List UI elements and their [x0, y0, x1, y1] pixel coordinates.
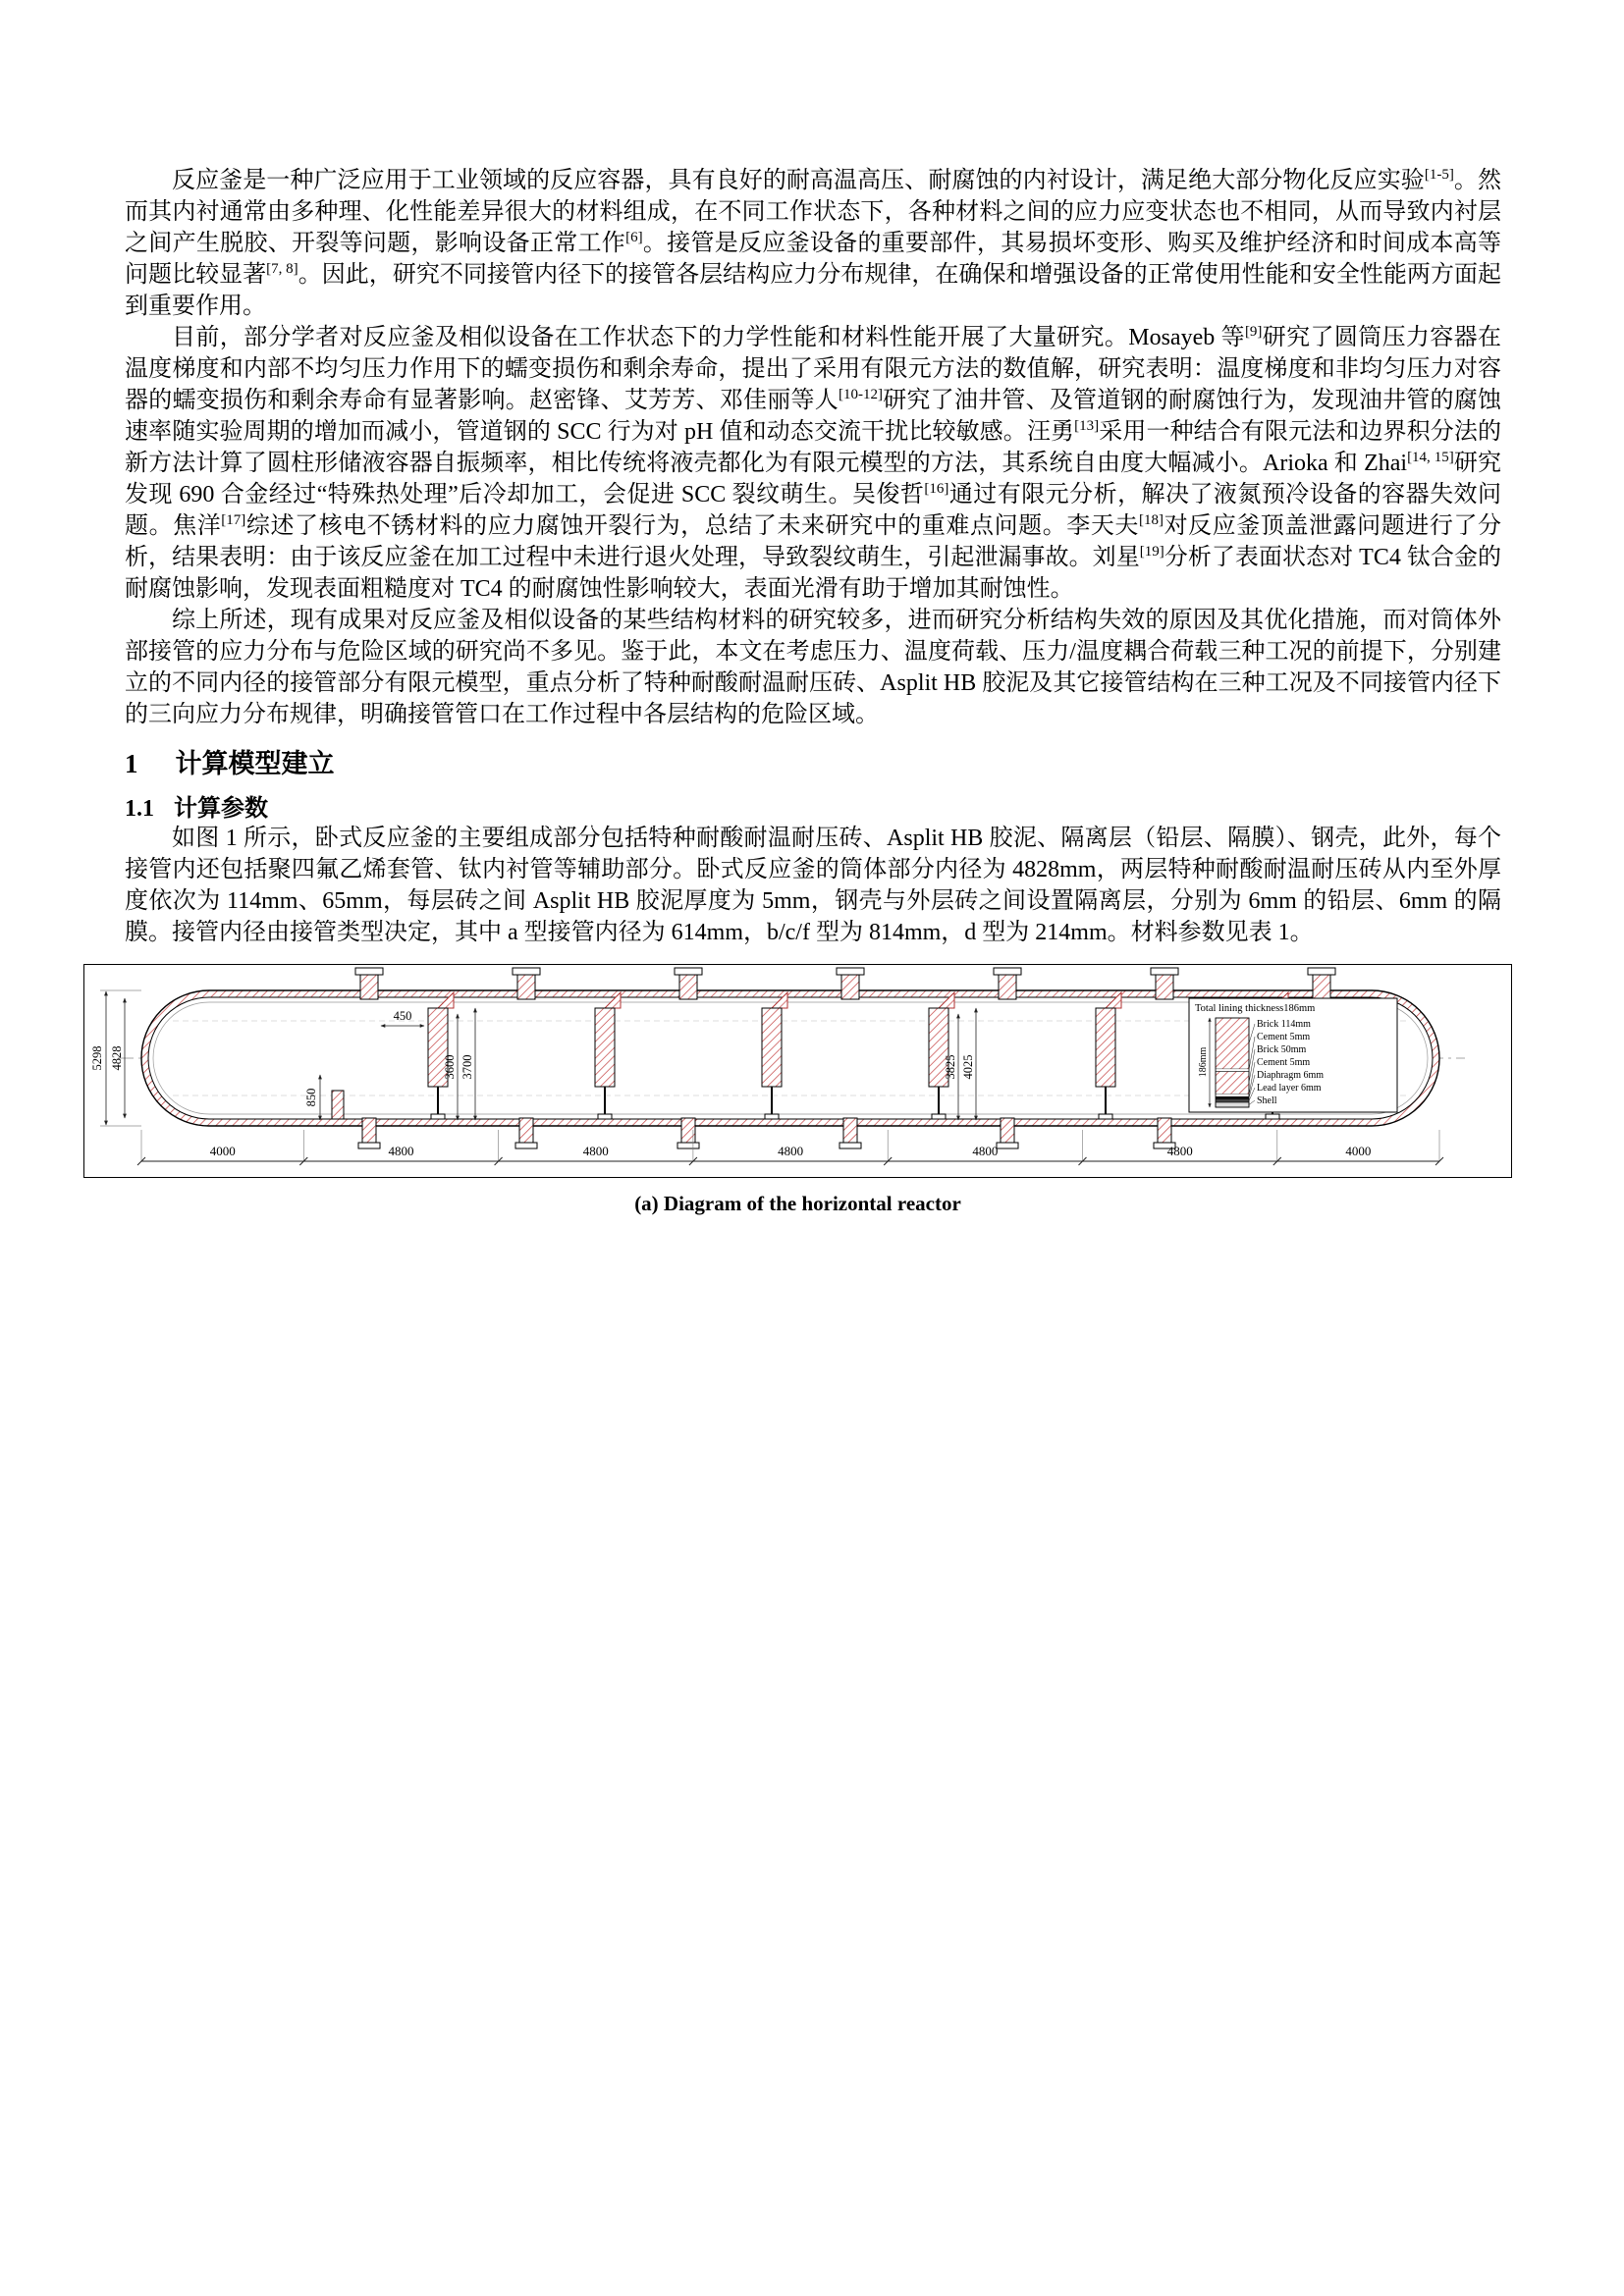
reactor-diagram-frame [83, 964, 1512, 1178]
paragraph-intro: 反应釜是一种广泛应用于工业领域的反应容器，具有良好的耐高温高压、耐腐蚀的内衬设计，满足绝大部分物化反应实验[1-5]。然而其内衬通常由多种理、化性能差异很大的材料组成，在不同工作状态下，各种材料之间的应力应变状态也不相同，从而导致内衬层之间产生脱胶、开裂等问题，影响设备正常工作[6]。接管是反应釜设备的重要部件，其易损坏变形、购买及维护经济和时间成本高等问题比较显著[7, 8]。因此，研究不同接管内径下的接管各层结构应力分布规律，在确保和增强设备的正常使用性能和安全性能两方面起到重要作用。 [125, 167, 1502, 319]
legend-item-diaphragm: Diaphragm 6mm [1257, 1070, 1325, 1081]
section-1-1-title: 计算参数 [174, 795, 268, 822]
section-1-title: 计算模型建立 [175, 749, 335, 778]
bottom-dim-label: 4800 [778, 1144, 804, 1158]
section-heading-1 [125, 742, 1501, 780]
bottom-dim-label: 4800 [972, 1144, 999, 1158]
lining-cross-section [1216, 1018, 1249, 1107]
figure-1a [83, 964, 1512, 1216]
lining-legend [1189, 998, 1397, 1112]
paragraph-summary: 综上所述，现有成果对反应釜及相似设备的某些结构材料的研究较多，进而研究分析结构失效的原因及其优化措施，而对筒体外部接管的应力分布与危险区域的研究尚不多见。鉴于此，本文在考虑压力、温度荷载、压力/温度耦合荷载三种工况的前提下，分别建立的不同内径的接管部分有限元模型，重点分析了特种耐酸耐温耐压砖、Asplit HB 胶泥及其它接管结构在三种工况及不同接管内径下的三向应力分布规律，明确接管管口在工作过程中各层结构的危险区域。 [125, 608, 1501, 727]
dim-label-3600: 3600 [443, 1054, 457, 1080]
dim-label-850: 850 [304, 1088, 318, 1107]
legend-item-cement-5b: Cement 5mm [1257, 1057, 1311, 1068]
legend-item-lead-layer: Lead layer 6mm [1257, 1083, 1322, 1094]
legend-dim-186mm: 186mm [1198, 1046, 1209, 1078]
dim-label-4828: 4828 [110, 1045, 124, 1071]
legend-item-cement-5a: Cement 5mm [1257, 1032, 1311, 1042]
dim-label-450: 450 [393, 1009, 412, 1023]
bottom-dim-label: 4000 [209, 1144, 236, 1158]
dim-label-3700: 3700 [460, 1054, 474, 1080]
bottom-dim-label: 4000 [1345, 1144, 1372, 1158]
paragraph-parameters: 如图 1 所示，卧式反应釜的主要组成部分包括特种耐酸耐温耐压砖、Asplit HB 胶泥、隔离层（铅层、隔膜）、钢壳，此外，每个接管内还包括聚四氟乙烯套管、钛内衬管等辅助部分。卧式反应釜的筒体部分内径为 4828mm，两层特种耐酸耐温耐压砖从内至外厚度依次为 114mm、65mm，每层砖之间 Asplit HB 胶泥厚度为 5mm，钢壳与外层砖之间设置隔离层，分别为 6mm 的铅层、6mm 的隔膜。接管内径由接管类型决定，其中 a 型接管内径为 614mm，b/c/f 型为 814mm，d 型为 214mm。材料参数见表 1。 [125, 826, 1501, 945]
reactor-diagram [84, 965, 1511, 1177]
legend-item-shell: Shell [1257, 1095, 1277, 1106]
dim-label-4025: 4025 [961, 1054, 975, 1080]
page-content [90, 165, 1502, 1216]
legend-item-brick-114: Brick 114mm [1257, 1019, 1311, 1030]
section-1-number: 1 [125, 749, 138, 778]
bottom-dim-label: 4800 [388, 1144, 414, 1158]
section-1-1-number: 1.1 [125, 796, 154, 822]
figure-caption: (a) Diagram of the horizontal reactor [634, 1192, 961, 1215]
section-heading-1-1 [125, 788, 1501, 823]
legend-title: Total lining thickness186mm [1195, 1003, 1316, 1014]
bottom-dimension-chain [137, 1130, 1443, 1165]
internal-pipe [332, 1091, 344, 1119]
dim-label-3825: 3825 [944, 1054, 957, 1080]
bottom-dim-label: 4800 [582, 1144, 609, 1158]
dim-label-5298: 5298 [90, 1045, 104, 1071]
paragraph-literature-review: 目前，部分学者对反应釜及相似设备在工作状态下的力学性能和材料性能开展了大量研究。Mosayeb 等[9]研究了圆筒压力容器在温度梯度和内部不均匀压力作用下的蠕变损伤和剩余寿命，提出了采用有限元方法的数值解，研究表明：温度梯度和非均匀压力对容器的蠕变损伤和剩余寿命有显著影响。赵密锋、艾芳芳、邓佳丽等人[10-12]研究了油井管、及管道钢的耐腐蚀行为，发现油井管的腐蚀速率随实验周期的增加而减小，管道钢的 SCC 行为对 pH 值和动态交流干扰比较敏感。汪勇[13]采用一种结合有限元法和边界积分法的新方法计算了圆柱形储液容器自振频率，相比传统将液壳都化为有限元模型的方法，其系统自由度大幅减小。Arioka 和 Zhai[14, 15]研究发现 690 合金经过“特殊热处理”后冷却加工，会促进 SCC 裂纹萌生。吴俊哲[16]通过有限元分析，解决了液氮预冷设备的容器失效问题。焦洋[17]综述了核电不锈材料的应力腐蚀开裂行为，总结了未来研究中的重难点问题。李天夫[18]对反应釜顶盖泄露问题进行了分析，结果表明：由于该反应釜在加工过程中未进行退火处理，导致裂纹萌生，引起泄漏事故。刘星[19]分析了表面状态对 TC4 钛合金的耐腐蚀影响，发现表面粗糙度对 TC4 的耐腐蚀性影响较大，表面光滑有助于增加其耐蚀性。 [125, 324, 1502, 602]
legend-item-brick-50: Brick 50mm [1257, 1044, 1307, 1055]
bottom-dim-label: 4800 [1166, 1144, 1193, 1158]
